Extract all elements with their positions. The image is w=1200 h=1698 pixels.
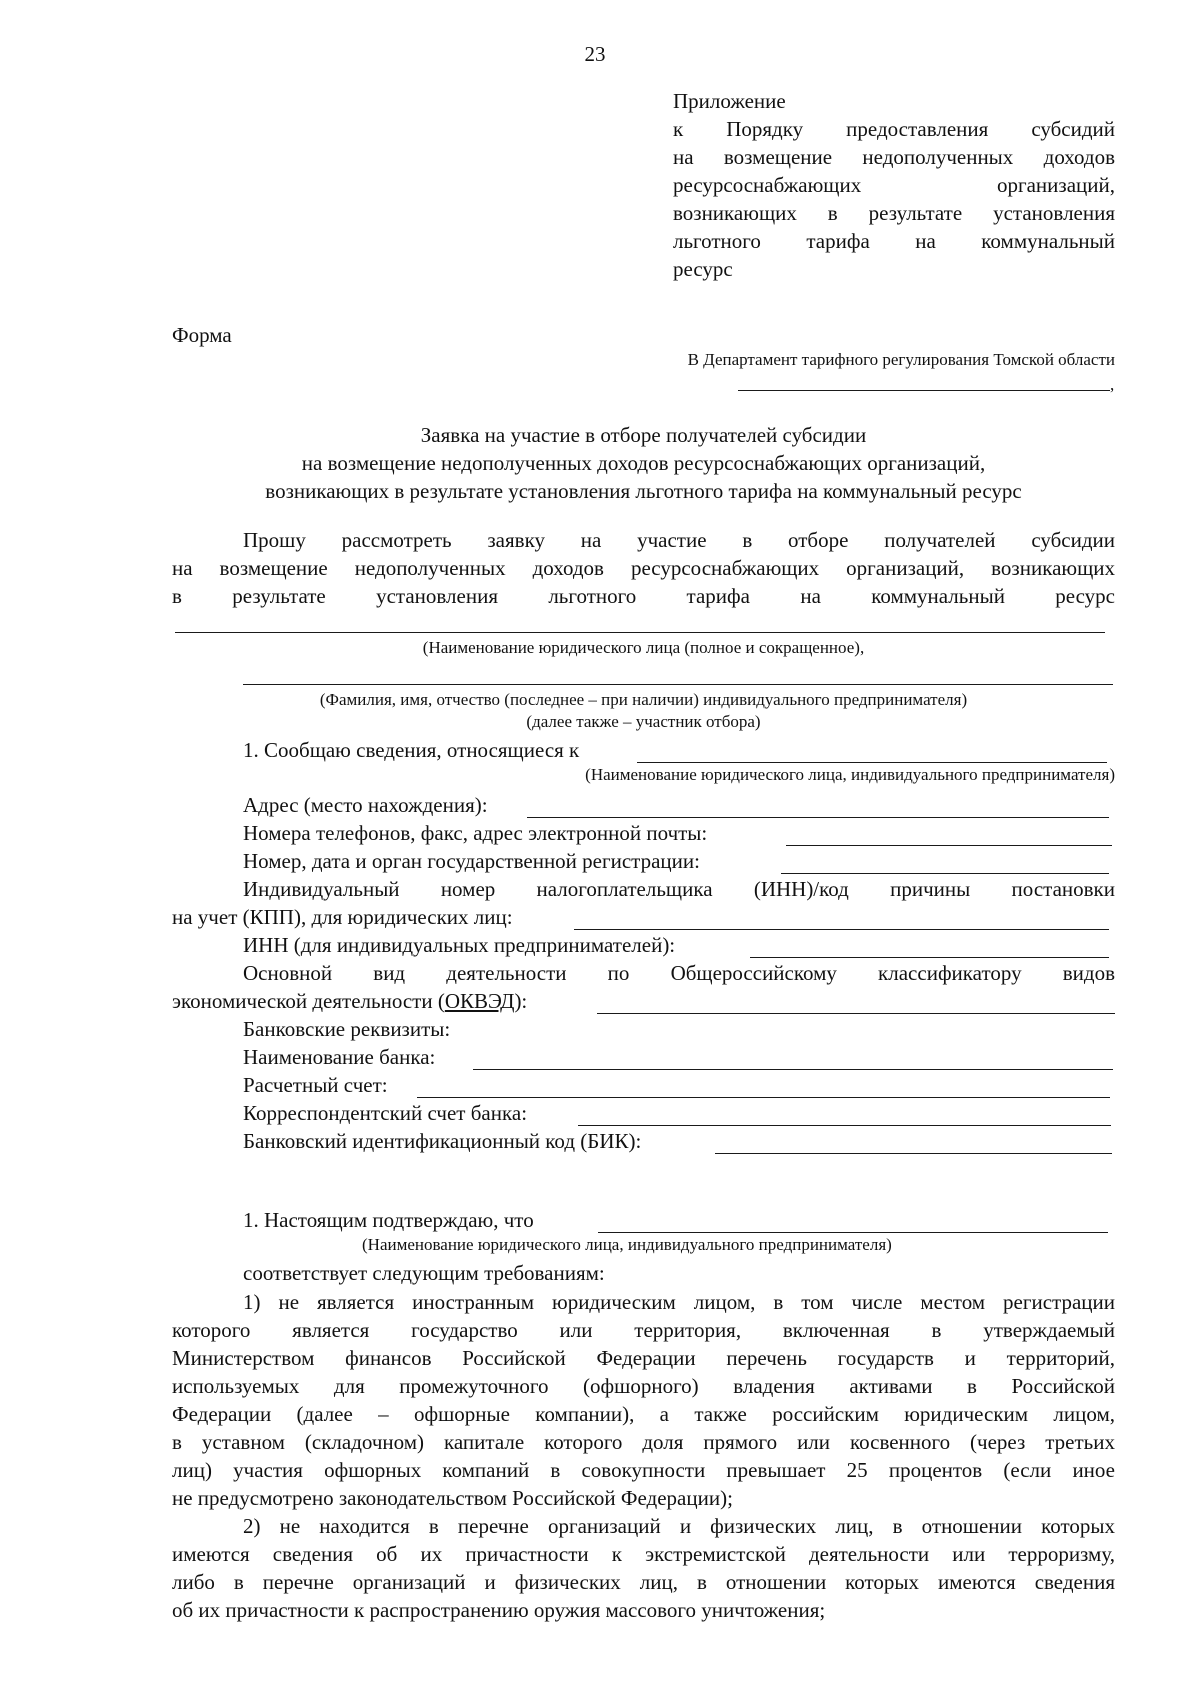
registration-label: Номер, дата и орган государственной регистрации: xyxy=(243,849,700,873)
okved-field-line xyxy=(597,1013,1115,1014)
inn-ip-field-line xyxy=(750,957,1109,958)
phones-field-line xyxy=(786,845,1112,846)
form-label: Форма xyxy=(172,323,232,347)
addressee-comma: , xyxy=(1110,375,1115,394)
phones-label: Номера телефонов, факс, адрес электронной почты: xyxy=(243,821,708,845)
appendix-line: ресурс xyxy=(673,257,733,281)
corr-account-field-line xyxy=(578,1125,1111,1126)
bik-label: Банковский идентификационный код (БИК): xyxy=(243,1129,642,1153)
okved-label-line2 xyxy=(172,987,527,1015)
requirement-text: имеются сведения об их причастности к экстремистской деятельности или терроризму, xyxy=(172,1542,1115,1566)
bank-name-field-line xyxy=(473,1069,1113,1070)
bank-name-label: Наименование банка: xyxy=(243,1045,436,1069)
okved-abbr: ОКВЭД xyxy=(444,989,515,1013)
requirement-text: Министерством финансов Российской Федерации перечень государств и территорий, xyxy=(172,1346,1115,1370)
appendix-line: к Порядку предоставления субсидий xyxy=(673,117,1115,141)
inn-kpp-label: на учет (КПП), для юридических лиц: xyxy=(172,905,513,929)
info-label: 1. Сообщаю сведения, относящиеся к xyxy=(243,738,580,762)
inn-ip-label: ИНН (для индивидуальных предпринимателей): xyxy=(243,933,676,957)
registration-field-line xyxy=(781,873,1109,874)
appendix-line: льготного тарифа на коммунальный xyxy=(673,229,1115,253)
hint-name-entity-2: (Наименование юридического лица, индивидуального предпринимателя) xyxy=(362,1235,892,1254)
account-label: Расчетный счет: xyxy=(243,1073,388,1097)
requirement-text: не предусмотрено законодательством Российской Федерации); xyxy=(172,1486,733,1510)
request-text: в результате установления льготного тарифа на коммунальный ресурс xyxy=(172,584,1115,608)
appendix-line: на возмещение недополученных доходов xyxy=(673,145,1115,169)
inn-kpp-label: Индивидуальный номер налогоплательщика (ИНН)/код причины постановки xyxy=(243,877,1115,901)
bank-details-label: Банковские реквизиты: xyxy=(243,1017,451,1041)
requirement-text: Федерации (далее – офшорные компании), а также российским юридическим лицом, xyxy=(172,1402,1115,1426)
appendix-line: ресурсоснабжающих организаций, xyxy=(673,173,1115,197)
requirement-text: об их причастности к распространению оружия массового уничтожения; xyxy=(172,1598,826,1622)
page-number: 23 xyxy=(584,42,606,66)
hint-legal-entity: (Наименование юридического лица (полное и сокращенное), xyxy=(422,638,865,657)
corr-account-label: Корреспондентский счет банка: xyxy=(243,1101,528,1125)
okved-pre: экономической деятельности ( xyxy=(172,989,445,1013)
address-field-line xyxy=(527,817,1109,818)
okved-post: ): xyxy=(514,989,528,1013)
request-text: Прошу рассмотреть заявку на участие в отборе получателей субсидии xyxy=(243,528,1115,552)
info-blank-line xyxy=(637,762,1107,763)
appendix-line: возникающих в результате установления xyxy=(673,201,1115,225)
bik-field-line xyxy=(715,1153,1112,1154)
request-text: на возмещение недополученных доходов ресурсоснабжающих организаций, возникающих xyxy=(172,556,1115,580)
addressee-blank-line xyxy=(738,390,1110,391)
hint-name-entity: (Наименование юридического лица, индивидуального предпринимателя) xyxy=(585,765,1115,784)
address-label: Адрес (место нахождения): xyxy=(243,793,488,817)
entrepreneur-blank-line xyxy=(243,684,1113,685)
account-field-line xyxy=(417,1097,1110,1098)
requirement-text: 2) не находится в перечне организаций и физических лиц, в отношении которых xyxy=(243,1514,1115,1538)
requirement-text: 1) не является иностранным юридическим лицом, в том числе местом регистрации xyxy=(243,1290,1115,1314)
addressee: В Департамент тарифного регулирования Томской области xyxy=(687,350,1115,369)
hint-entrepreneur: (Фамилия, имя, отчество (последнее – при наличии) индивидуального предпринимателя) xyxy=(319,690,968,709)
requirement-text: либо в перечне организаций и физических лиц, в отношении которых имеются сведения xyxy=(172,1570,1115,1594)
form-title-line: возникающих в результате установления льготного тарифа на коммунальный ресурс xyxy=(265,479,1022,503)
form-title-line: на возмещение недополученных доходов ресурсоснабжающих организаций, xyxy=(301,451,986,475)
requirement-text: которого является государство или территория, включенная в утверждаемый xyxy=(172,1318,1115,1342)
confirm-blank-line xyxy=(598,1232,1108,1233)
requirement-text: лиц) участия офшорных компаний в совокупности превышает 25 процентов (если иное xyxy=(172,1458,1115,1482)
okved-label: Основной вид деятельности по Общероссийскому классификатору видов xyxy=(243,961,1115,985)
form-title-line: Заявка на участие в отборе получателей субсидии xyxy=(420,423,867,447)
legal-entity-blank-line xyxy=(175,632,1105,633)
complies-text: соответствует следующим требованиям: xyxy=(243,1261,605,1285)
appendix-heading: Приложение xyxy=(673,89,786,113)
inn-kpp-field-line xyxy=(574,929,1109,930)
requirement-text: используемых для промежуточного (офшорного) владения активами в Российской xyxy=(172,1374,1115,1398)
hint-participant: (далее также – участник отбора) xyxy=(526,712,761,731)
confirm-label: 1. Настоящим подтверждаю, что xyxy=(243,1208,534,1232)
requirement-text: в уставном (складочном) капитале которого доля прямого или косвенного (через третьих xyxy=(172,1430,1115,1454)
